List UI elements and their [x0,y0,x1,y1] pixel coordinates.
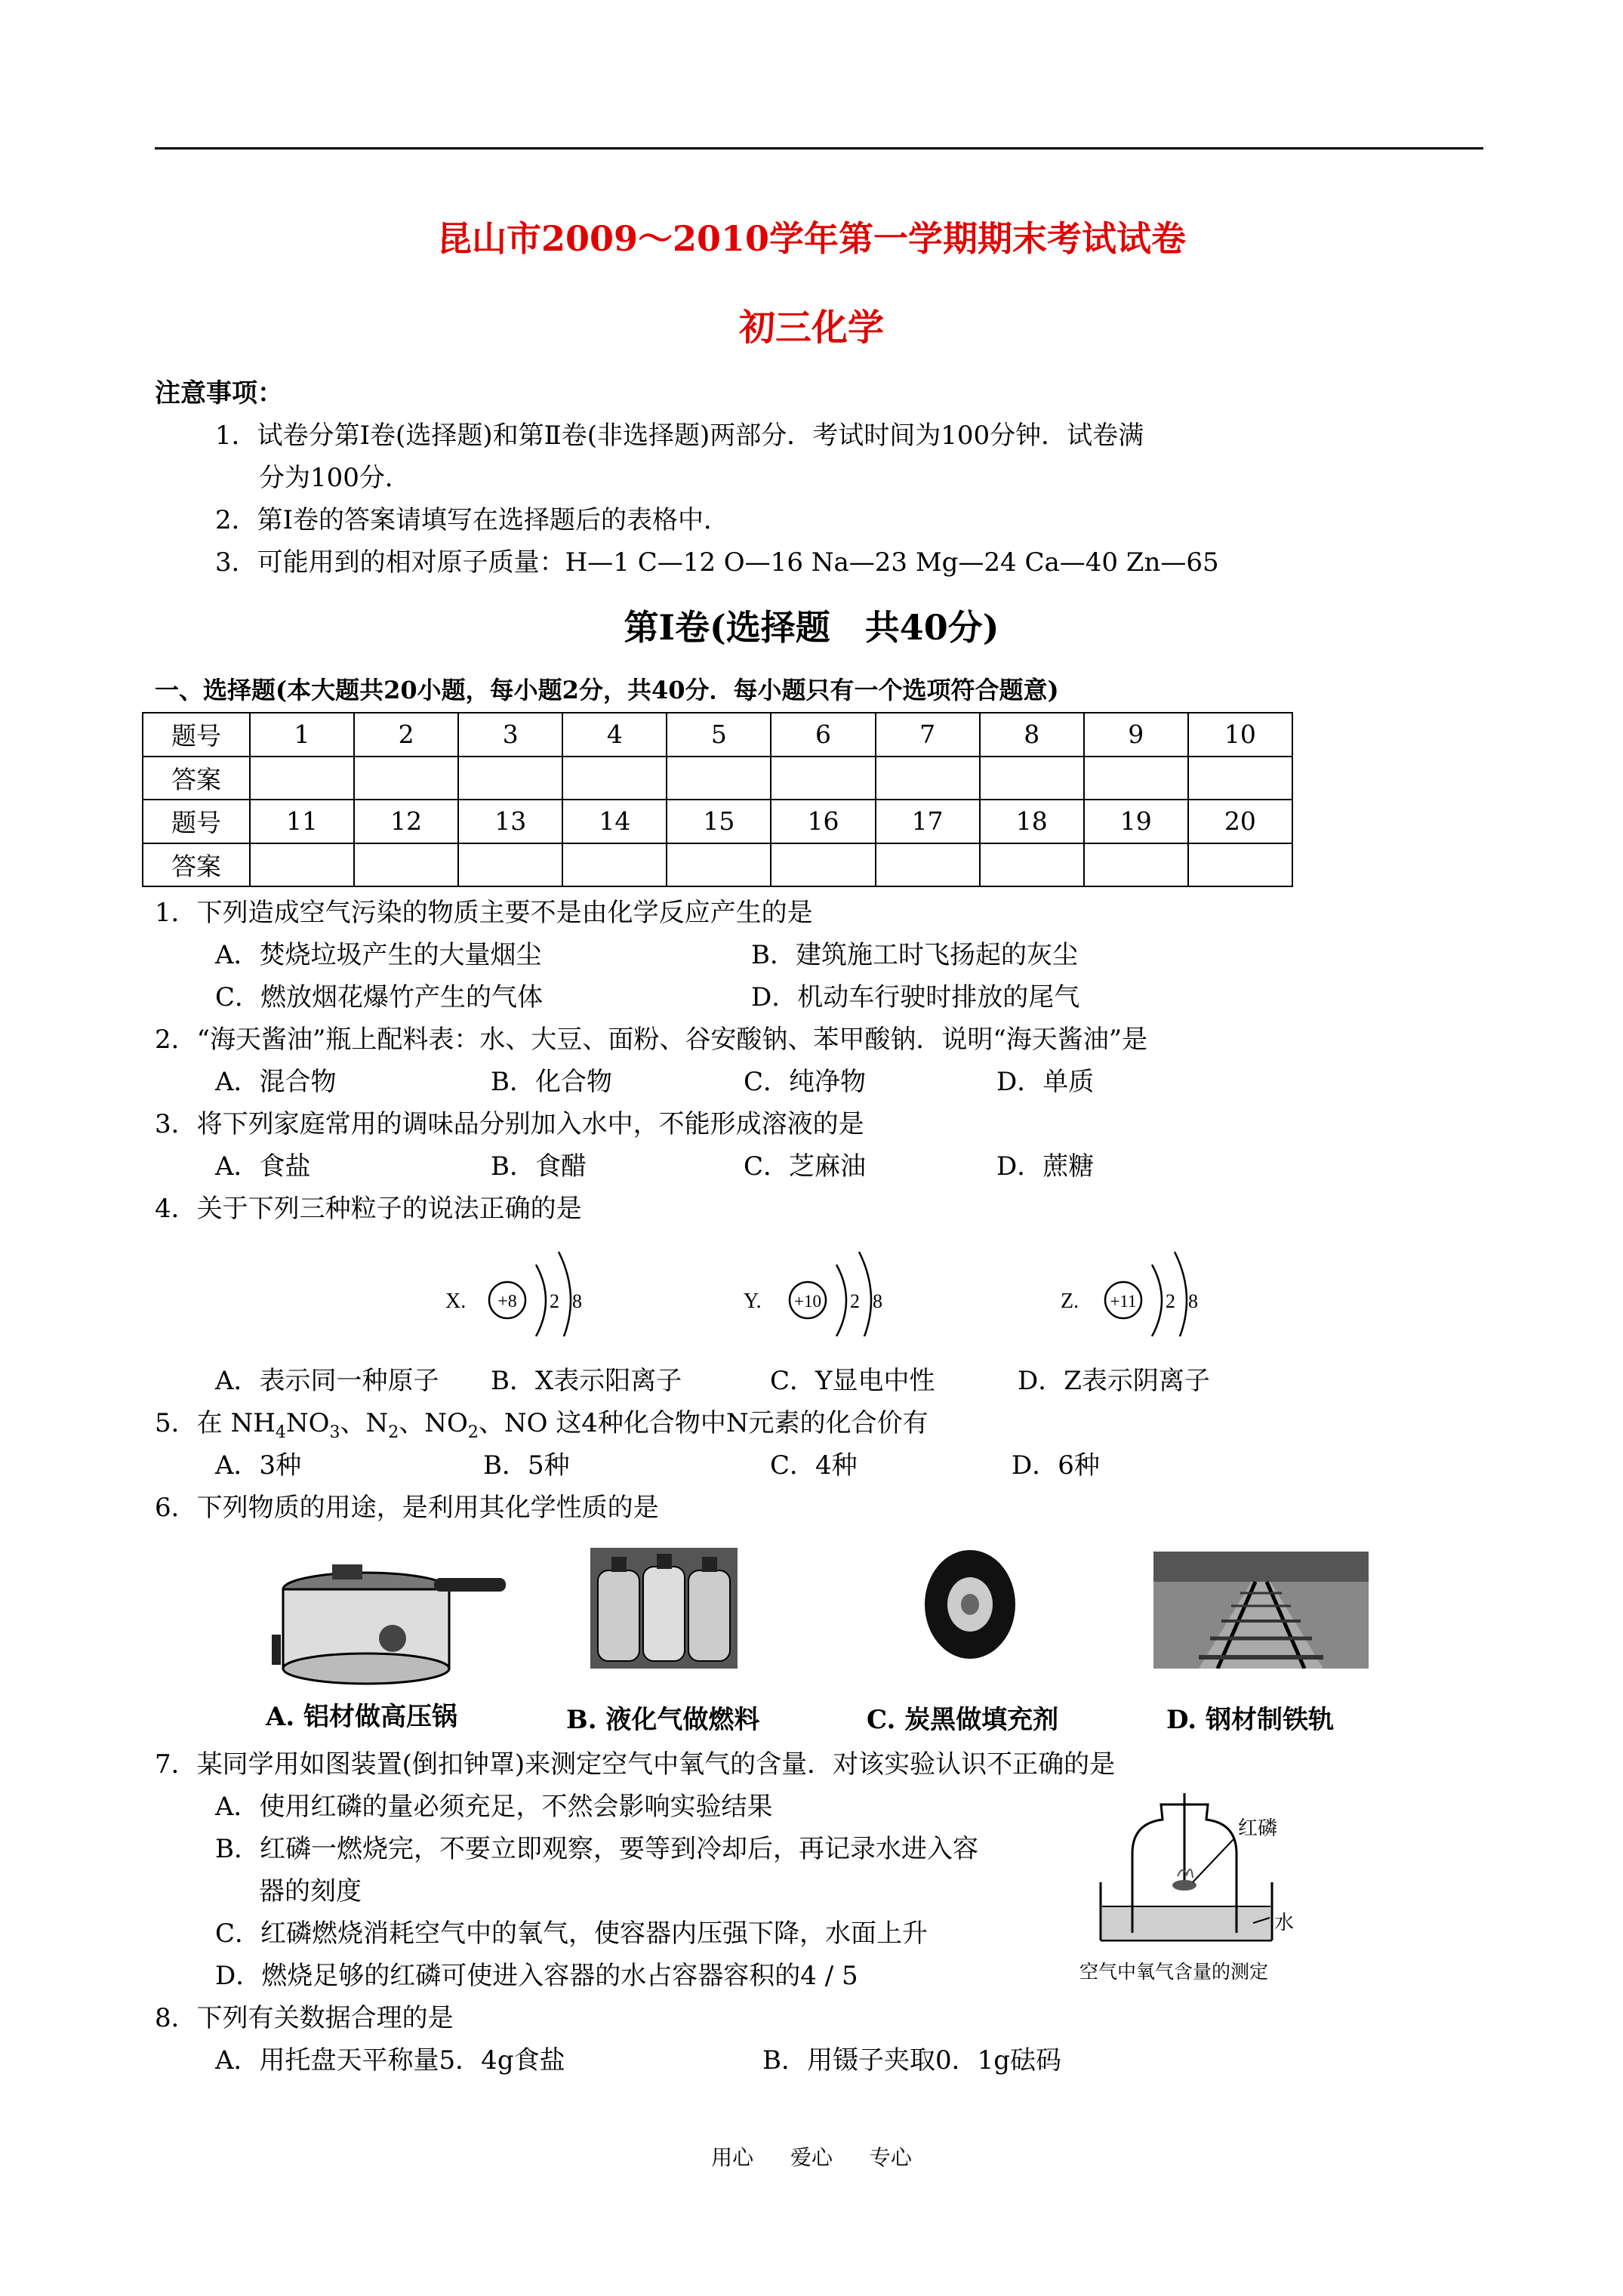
question-number-cell: 2 [354,713,458,757]
question-2-option-b[interactable]: B．化合物 [491,1067,612,1097]
header-cell: 答案 [143,757,250,800]
question-number-cell: 1 [250,713,354,757]
question-8-option-b[interactable]: B．用镊子夹取0．1g砝码 [762,2045,1062,2076]
answer-cell[interactable] [876,843,980,887]
question-7-option-a[interactable]: A．使用红磷的量必须充足，不然会影响实验结果 [215,1792,773,1822]
particle-x-shell-1-count: 2 [550,1290,559,1312]
particle-y-shell-2-count: 8 [873,1290,882,1312]
note-item-2: 2．第Ⅰ卷的答案请填写在选择题后的表格中． [215,505,730,535]
exam-subject: 初三化学 [738,307,884,349]
question-8-option-a[interactable]: A．用托盘天平称量5．4g食盐 [215,2045,565,2076]
question-2-option-c[interactable]: C．纯净物 [744,1067,867,1097]
question-3-option-c[interactable]: C．芝麻油 [744,1151,867,1182]
question-4-option-a[interactable]: A．表示同一种原子 [215,1366,439,1396]
answer-cell[interactable] [354,757,458,800]
question-number-cell: 7 [876,713,980,757]
particle-z-label: Z. [1061,1290,1079,1313]
question-1-option-a[interactable]: A．焚烧垃圾产生的大量烟尘 [215,940,542,970]
exam-title: 昆山市2009～2010学年第一学期期末考试试卷 [436,218,1187,259]
particle-x-shell-1 [536,1265,546,1336]
answer-cell[interactable] [980,843,1084,887]
particle-y-shell-1-count: 2 [850,1290,860,1312]
question-number-cell: 20 [1188,800,1292,843]
table-row [143,713,1292,757]
question-1-option-d[interactable]: D．机动车行驶时排放的尾气 [751,982,1080,1012]
question-number-cell: 9 [1084,713,1188,757]
particle-x-label: X. [445,1290,467,1313]
particle-x-nucleus-charge: +8 [497,1292,517,1311]
question-7-option-b[interactable]: B．红磷一燃烧完，不要立即观察，要等到冷却后，再记录水进入容 [215,1834,978,1864]
question-number-cell: 4 [562,713,667,757]
question-number-cell: 6 [771,713,875,757]
section-instruction: 一、选择题(本大题共20小题，每小题2分，共40分．每小题只有一个选项符合题意) [155,676,1059,704]
particle-x-shell-2-count: 8 [572,1290,582,1312]
header-cell: 题号 [143,713,250,757]
question-number-cell: 10 [1188,713,1292,757]
header-cell: 题号 [143,800,250,843]
answer-cell[interactable] [458,757,562,800]
particle-z-shell-1-count: 2 [1166,1290,1175,1312]
answer-cell[interactable] [1188,843,1292,887]
question-7-option-b-cont: 器的刻度 [259,1876,362,1906]
particle-z-shell-2-count: 8 [1188,1290,1198,1312]
notes-heading: 注意事项： [155,378,283,408]
page-footer: 用心 爱心 专心 [711,2145,912,2170]
particle-y-shell-2 [859,1252,871,1336]
question-number-cell: 14 [562,800,667,843]
question-6-option-d[interactable]: D. 钢材制铁轨 [1166,1705,1334,1735]
answer-cell[interactable] [771,843,875,887]
question-number-cell: 19 [1084,800,1188,843]
gas-cylinders-image [590,1548,738,1669]
question-5-option-a[interactable]: A．3种 [215,1450,302,1481]
table-row [143,843,1292,887]
top-rule [155,147,1483,149]
note-item-1-cont: 分为100分． [259,463,411,493]
question-4-option-d[interactable]: D．Z表示阴离子 [1018,1366,1210,1396]
question-number-cell: 3 [458,713,562,757]
question-7-option-c[interactable]: C．红磷燃烧消耗空气中的氧气，使容器内压强下降，水面上升 [215,1918,929,1949]
question-4-option-b[interactable]: B．X表示阳离子 [491,1366,682,1396]
question-5-option-d[interactable]: D．6种 [1012,1450,1100,1481]
question-1-stem: 1．下列造成空气污染的物质主要不是由化学反应产生的是 [155,898,813,928]
question-6-option-b[interactable]: B. 液化气做燃料 [566,1705,760,1735]
question-number-cell: 11 [250,800,354,843]
tire-image [917,1548,1023,1661]
question-3-option-a[interactable]: A．食盐 [215,1151,311,1182]
question-8-stem: 8．下列有关数据合理的是 [155,2003,454,2033]
table-row [143,757,1292,800]
answer-cell[interactable] [458,843,562,887]
question-number-cell: 17 [876,800,980,843]
particle-z-nucleus-charge: +11 [1110,1292,1137,1311]
answer-cell[interactable] [1188,757,1292,800]
oxygen-experiment-diagram [1072,1793,1313,1989]
section-title: 第Ⅰ卷(选择题 共40分) [624,607,999,648]
note-item-3: 3．可能用到的相对原子质量：H—1 C—12 O—16 Na—23 Mg—24 Ca—40 Zn—65 [215,547,1219,578]
question-number-cell: 5 [667,713,771,757]
answer-cell[interactable] [667,757,771,800]
railway-tracks-image [1153,1552,1369,1669]
particle-y-shell-1 [836,1265,846,1336]
header-cell: 答案 [143,843,250,887]
particle-x-shell-2 [559,1252,571,1336]
question-3-stem: 3．将下列家庭常用的调味品分别加入水中，不能形成溶液的是 [155,1109,864,1139]
answer-cell[interactable] [562,757,667,800]
table-row [143,800,1292,843]
question-number-cell: 12 [354,800,458,843]
answer-cell[interactable] [876,757,980,800]
question-5-option-c[interactable]: C．4种 [770,1450,858,1481]
question-4-stem: 4．关于下列三种粒子的说法正确的是 [155,1194,582,1224]
question-2-stem: 2．“海天酱油”瓶上配料表：水、大豆、面粉、谷安酸钠、苯甲酸钠．说明“海天酱油”是 [155,1025,1148,1055]
answer-table [142,712,1293,887]
answer-cell[interactable] [771,757,875,800]
question-number-cell: 15 [667,800,771,843]
question-1-option-b[interactable]: B．建筑施工时飞扬起的灰尘 [751,940,1078,970]
question-5-stem: 5．在 $NH_4NO_3$、$N_2$、$NO_2$、NO 这4种化合物中N元素的化合价有 [155,1408,929,1442]
particle-y-nucleus-charge: +10 [794,1292,821,1311]
question-6-stem: 6．下列物质的用途，是利用其化学性质的是 [155,1493,659,1523]
question-7-stem: 7．某同学用如图装置(倒扣钟罩)来测定空气中氧气的含量．对该实验认识不正确的是 [155,1749,1116,1780]
question-4-option-c[interactable]: C．Y显电中性 [770,1366,935,1396]
particle-y-label: Y. [744,1290,762,1313]
answer-cell[interactable] [1084,757,1188,800]
experiment-caption: 空气中氧气含量的测定 [1079,1962,1269,1983]
answer-cell[interactable] [354,843,458,887]
note-item-1: 1．试卷分第Ⅰ卷(选择题)和第Ⅱ卷(非选择题)两部分．考试时间为100分钟．试卷满 [215,421,1144,451]
water-label: 水 [1274,1912,1295,1934]
question-3-option-b[interactable]: B．食醋 [491,1151,587,1182]
question-number-cell: 13 [458,800,562,843]
answer-cell[interactable] [980,757,1084,800]
pressure-cooker-image [260,1548,510,1699]
particle-z-shell-1 [1152,1265,1162,1336]
question-number-cell: 8 [980,713,1084,757]
question-number-cell: 16 [771,800,875,843]
question-3-option-d[interactable]: D．蔗糖 [996,1151,1095,1182]
question-1-option-c[interactable]: C．燃放烟花爆竹产生的气体 [215,982,544,1012]
answer-cell[interactable] [1084,843,1188,887]
particle-z-shell-2 [1175,1252,1187,1336]
question-2-option-a[interactable]: A．混合物 [215,1067,337,1097]
question-number-cell: 18 [980,800,1084,843]
answer-cell[interactable] [562,843,667,887]
question-6-option-c[interactable]: C. 炭黑做填充剂 [867,1705,1059,1735]
phosphorus-label: 红磷 [1238,1817,1278,1839]
particle-structure-diagrams [423,1238,1253,1336]
answer-cell[interactable] [250,843,354,887]
question-6-option-a[interactable]: A. 铝材做高压锅 [266,1702,458,1732]
question-5-option-b[interactable]: B．5种 [483,1450,570,1481]
question-2-option-d[interactable]: D．单质 [996,1067,1095,1097]
answer-cell[interactable] [667,843,771,887]
question-7-option-d[interactable]: D．燃烧足够的红磷可使进入容器的水占容器容积的4 / 5 [215,1961,858,1991]
answer-cell[interactable] [250,757,354,800]
